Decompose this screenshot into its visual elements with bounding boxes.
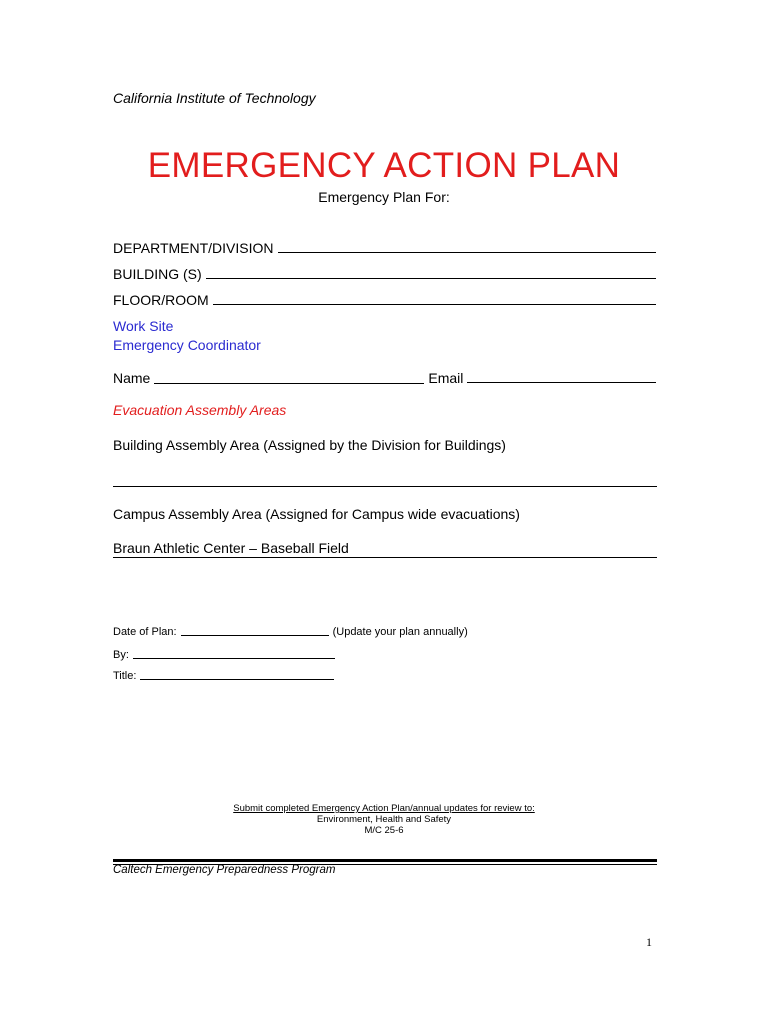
floor-field-row — [113, 292, 656, 308]
page-number: 1 — [646, 935, 652, 949]
date-input-line[interactable] — [181, 635, 329, 636]
work-site-label: Work Site — [113, 318, 174, 334]
by-input-line[interactable] — [133, 658, 335, 659]
submit-instruction: Submit completed Emergency Action Plan/annual updates for review to: — [233, 803, 535, 814]
name-label: Name — [113, 370, 151, 386]
footer-program-name: Caltech Emergency Preparedness Program — [113, 864, 336, 876]
title-row — [113, 670, 334, 682]
building-assembly-input-line[interactable] — [113, 486, 657, 487]
title-label: Title: — [113, 670, 137, 682]
campus-assembly-value: Braun Athletic Center – Baseball Field — [113, 540, 657, 558]
department-input-line[interactable] — [278, 252, 656, 253]
floor-input-line[interactable] — [213, 304, 656, 305]
coordinator-contact-row — [113, 370, 656, 386]
title-input-line[interactable] — [140, 679, 334, 680]
department-label: DEPARTMENT/DIVISION — [113, 240, 274, 256]
submit-mailcode: M/C 25-6 — [364, 825, 404, 836]
by-row — [113, 649, 335, 661]
campus-assembly-label: Campus Assembly Area (Assigned for Campus wide evacuations) — [113, 506, 520, 522]
by-label: By: — [113, 649, 129, 661]
evacuation-heading: Evacuation Assembly Areas — [113, 402, 287, 418]
submit-department: Environment, Health and Safety — [316, 814, 452, 825]
document-title: EMERGENCY ACTION PLAN — [147, 146, 621, 185]
department-field-row — [113, 240, 656, 256]
floor-label: FLOOR/ROOM — [113, 292, 209, 308]
date-label: Date of Plan: — [113, 626, 177, 638]
name-input-line[interactable] — [154, 383, 424, 384]
emergency-coordinator-label: Emergency Coordinator — [113, 337, 261, 353]
building-label: BUILDING (S) — [113, 266, 202, 282]
email-input-line[interactable] — [467, 382, 656, 383]
building-assembly-label: Building Assembly Area (Assigned by the Division for Buildings) — [113, 437, 506, 453]
building-field-row — [113, 266, 656, 282]
institution-name: California Institute of Technology — [113, 90, 316, 106]
document-subtitle: Emergency Plan For: — [318, 189, 450, 205]
footer-divider-thick — [113, 859, 657, 862]
date-note: (Update your plan annually) — [332, 626, 468, 638]
building-input-line[interactable] — [206, 278, 656, 279]
date-of-plan-row — [113, 626, 468, 638]
email-label: Email — [428, 370, 464, 386]
